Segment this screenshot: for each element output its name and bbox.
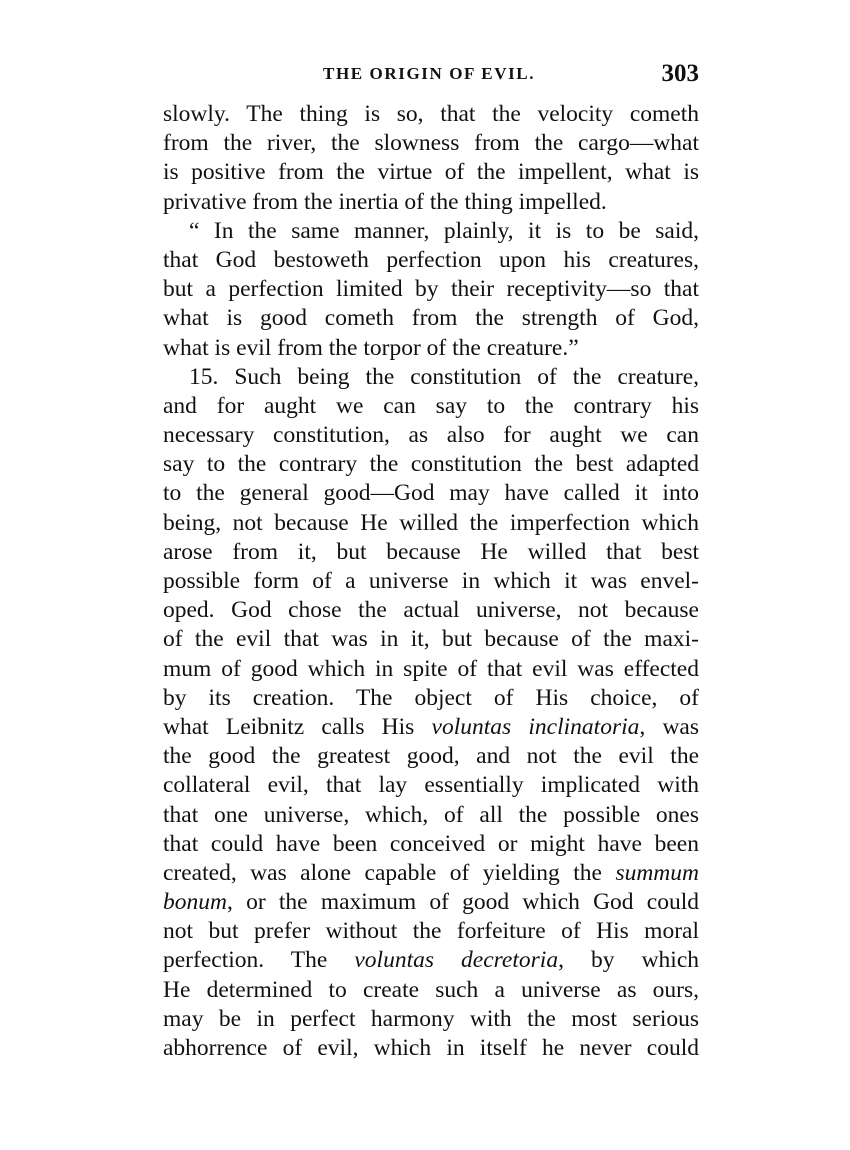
italic-phrase: summum: [615, 859, 699, 886]
text-segment: perfection. The: [163, 947, 355, 974]
text-line: the good the greatest good, and not the evil the: [163, 743, 699, 770]
body-text: [163, 100, 699, 1063]
text-line: what is good cometh from the strength of God,: [163, 305, 699, 332]
text-line: collateral evil, that lay essentially implicated with: [163, 772, 699, 799]
text-segment: , by which: [558, 947, 699, 974]
text-line: [163, 859, 699, 888]
text-line: is positive from the virtue of the impellent, what is: [163, 159, 699, 186]
text-segment: created, was alone capable of yielding the: [163, 859, 616, 886]
text-line: may be in perfect harmony with the most serious: [163, 1005, 699, 1032]
text-line: but a perfection limited by their receptivity—so that: [163, 276, 699, 303]
text-line: that could have been conceived or might have been: [163, 830, 699, 857]
text-line: [163, 888, 699, 917]
text-line: abhorrence of evil, which in itself he never could: [163, 1035, 699, 1061]
text-line: mum of good which in spite of that evil was effected: [163, 655, 699, 682]
text-line: and for aught we can say to the contrary his: [163, 392, 699, 419]
text-segment: , was: [639, 713, 700, 740]
text-line: 15. Such being the constitution of the creature,: [189, 363, 699, 390]
italic-phrase: voluntas inclinatoria: [431, 713, 640, 740]
text-line: say to the contrary the constitution the best adapted: [163, 451, 699, 478]
text-line: that one universe, which, of all the possible ones: [163, 801, 699, 828]
text-line: to the general good—God may have called it into: [163, 480, 699, 507]
text-segment: what Leibnitz calls His: [163, 713, 432, 740]
running-title: THE ORIGIN OF EVIL.: [323, 64, 536, 83]
text-line: necessary constitution, as also for aught we can: [163, 422, 699, 449]
page-number: 303: [661, 60, 699, 87]
text-line: not but prefer without the forfeiture of His moral: [163, 918, 699, 945]
italic-phrase: voluntas decretoria: [354, 947, 559, 974]
text-segment: , or the maximum of good which God could: [226, 889, 699, 916]
text-line: [163, 946, 699, 975]
text-line: arose from it, but because He willed that best: [163, 538, 699, 565]
text-line: privative from the inertia of the thing impelled.: [163, 188, 607, 215]
text-line: being, not because He willed the imperfection which: [163, 509, 699, 536]
text-line: of the evil that was in it, but because of the maxi-: [163, 626, 699, 653]
text-line: by its creation. The object of His choice, of: [163, 684, 699, 711]
text-line: possible form of a universe in which it was envel-: [163, 568, 699, 594]
text-line: “ In the same manner, plainly, it is to be said,: [189, 217, 699, 244]
text-line: oped. God chose the actual universe, not because: [163, 597, 699, 624]
text-line: what is evil from the torpor of the creature.”: [163, 334, 579, 361]
italic-phrase: bonum: [163, 889, 227, 916]
text-line: that God bestoweth perfection upon his creatures,: [163, 246, 699, 273]
running-head: [163, 62, 699, 90]
text-line: [163, 713, 699, 742]
text-line: He determined to create such a universe as ours,: [163, 976, 699, 1003]
text-line: slowly. The thing is so, that the velocity cometh: [163, 101, 699, 127]
text-line: from the river, the slowness from the cargo—what: [163, 130, 699, 157]
